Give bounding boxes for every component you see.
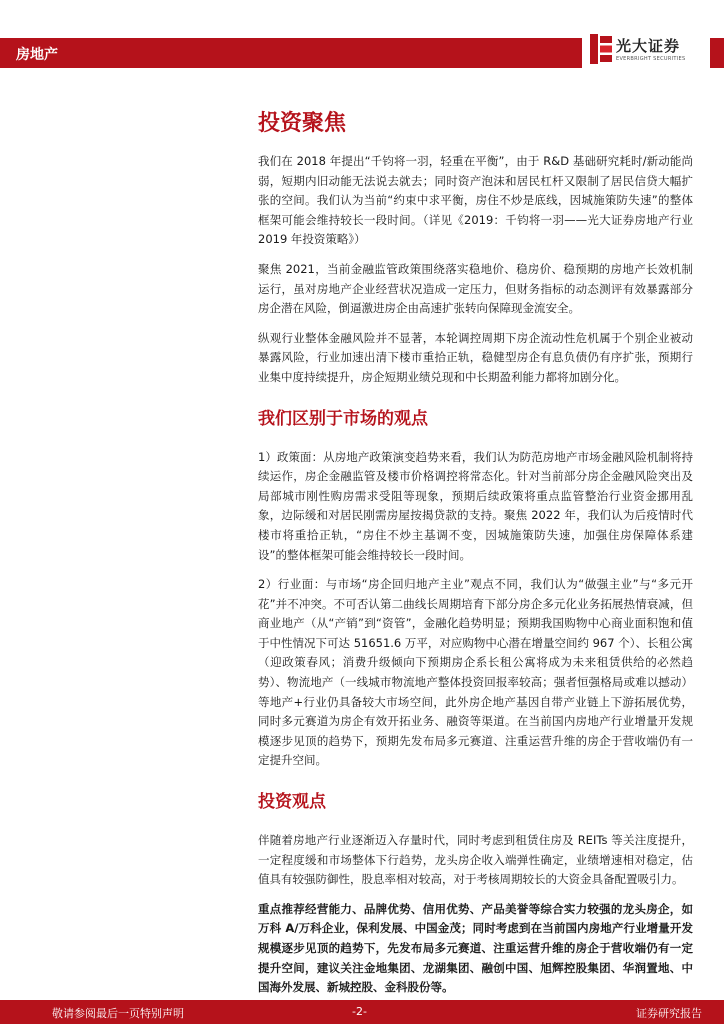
section-heading-investment-view: 投资观点	[258, 792, 326, 813]
footer-disclaimer: 敬请参阅最后一页特别声明	[52, 1007, 184, 1020]
everbright-logo-icon	[590, 34, 612, 64]
brand-logo	[582, 28, 710, 74]
section-heading-differentiated-view: 我们区别于市场的观点	[258, 408, 428, 429]
brand-name-cn: 光大证券	[616, 37, 681, 55]
page-title: 投资聚焦	[258, 111, 347, 136]
page-number: -2-	[352, 1005, 367, 1018]
footer-bar	[0, 1000, 724, 1024]
section-label: 房地产	[16, 47, 58, 63]
main-content	[258, 110, 693, 1008]
recommendation-paragraph: 重点推荐经营能力、品牌优势、信用优势、产品美誉等综合实力较强的龙头房企，如万科 A/万科企业，保利发展、中国金茂；同时考虑到在当前国内房地产行业增量开发规模逐步见顶的趋势下，先发布局多元赛道、注重运营升维的房企于营收端仍有一定提升空间，建议关注金地集团、龙湖集团、融创中国、旭辉控股集团、华润置地、中国海外发展、新城控股、金科股份等。	[258, 901, 693, 995]
footer-doc-type: 证券研究报告	[636, 1007, 702, 1020]
intro-paragraph: 聚焦 2021，当前金融监管政策围绕落实稳地价、稳房价、稳预期的房地产长效机制运行，虽对房地产企业经营状况造成一定压力，但财务指标的动态测评有效暴露部分房企潜在风险，倒逼激进房企由高速扩张转向保障现金流安全。	[258, 261, 693, 316]
industry-paragraph: 2）行业面：与市场“房企回归地产主业”观点不同，我们认为“做强主业”与“多元开花”并不冲突。不可否认第二曲线长周期培育下部分房企多元化业务拓展热情衰减，但商业地产（从“产销”到“资管”，金融化趋势明显；预期我国购物中心商业面积饱和值于中性情况下可达 51651.6 万平，对应购物中心潜在增量空间约 967 个）、长租公寓（迎政策春风；消费升级倾向下预期房企系长租公寓将成为未来租赁供给的必然趋势）、物流地产（一线城市物流地产整体投资回报率较高；强者恒强格局或难以撼动）等地产+行业仍具备较大市场空间，此外房企地产基因自带产业链上下游拓展优势，同时多元赛道为房企有效开拓业务、融资等渠道。在当前国内房地产行业增量开发规模逐步见顶的趋势下，预期先发布局多元赛道、注重运营升维的房企于营收端仍有一定提升空间。	[258, 577, 693, 768]
policy-paragraph: 1）政策面：从房地产政策演变趋势来看，我们认为防范房地产市场金融风险机制将持续运作，房企金融监管及楼市价格调控将常态化。针对当前部分房企金融风险突出及局部城市刚性购房需求受阻等现象，预期后续政策将重点监管整治行业资金挪用乱象，边际缓和对居民刚需房屋按揭贷款的支持。聚焦 2022 年，我们认为后疫情时代楼市将重拾正轨，“房住不炒主基调不变，因城施策防失速，加强住房保障体系建设”的整体框架可能会维持较长一段时间。	[258, 449, 693, 562]
intro-paragraph: 我们在 2018 年提出“千钧将一羽，轻重在平衡”，由于 R&D 基础研究耗时/新动能尚弱，短期内旧动能无法说去就去；同时资产泡沫和居民杠杆又限制了居民信贷大幅扩张的空间。我们认为当前“约束中求平衡，房住不炒是底线，因城施策防失速”的整体框架可能会维持较长一段时间。（详见《2019：千钧将一羽——光大证券房地产行业 2019 年投资策略》）	[258, 154, 693, 247]
intro-paragraph: 纵观行业整体金融风险并不显著，本轮调控周期下房企流动性危机属于个别企业被动暴露风险，行业加速出清下楼市重拾正轨，稳健型房企有息负债仍有序扩张，预期行业集中度持续提升，房企短期业绩兑现和中长期盈利能力都将加剧分化。	[258, 330, 693, 384]
investment-paragraph: 伴随着房地产行业逐渐迈入存量时代，同时考虑到租赁住房及 REITs 等关注度提升，一定程度缓和市场整体下行趋势，龙头房企收入端弹性确定，业绩增速相对稳定，估值具有较强防御性，股息率相对较高，对于考核周期较长的大资金具备配置吸引力。	[258, 833, 693, 887]
brand-name-en: EVERBRIGHT SECURITIES	[616, 56, 686, 62]
